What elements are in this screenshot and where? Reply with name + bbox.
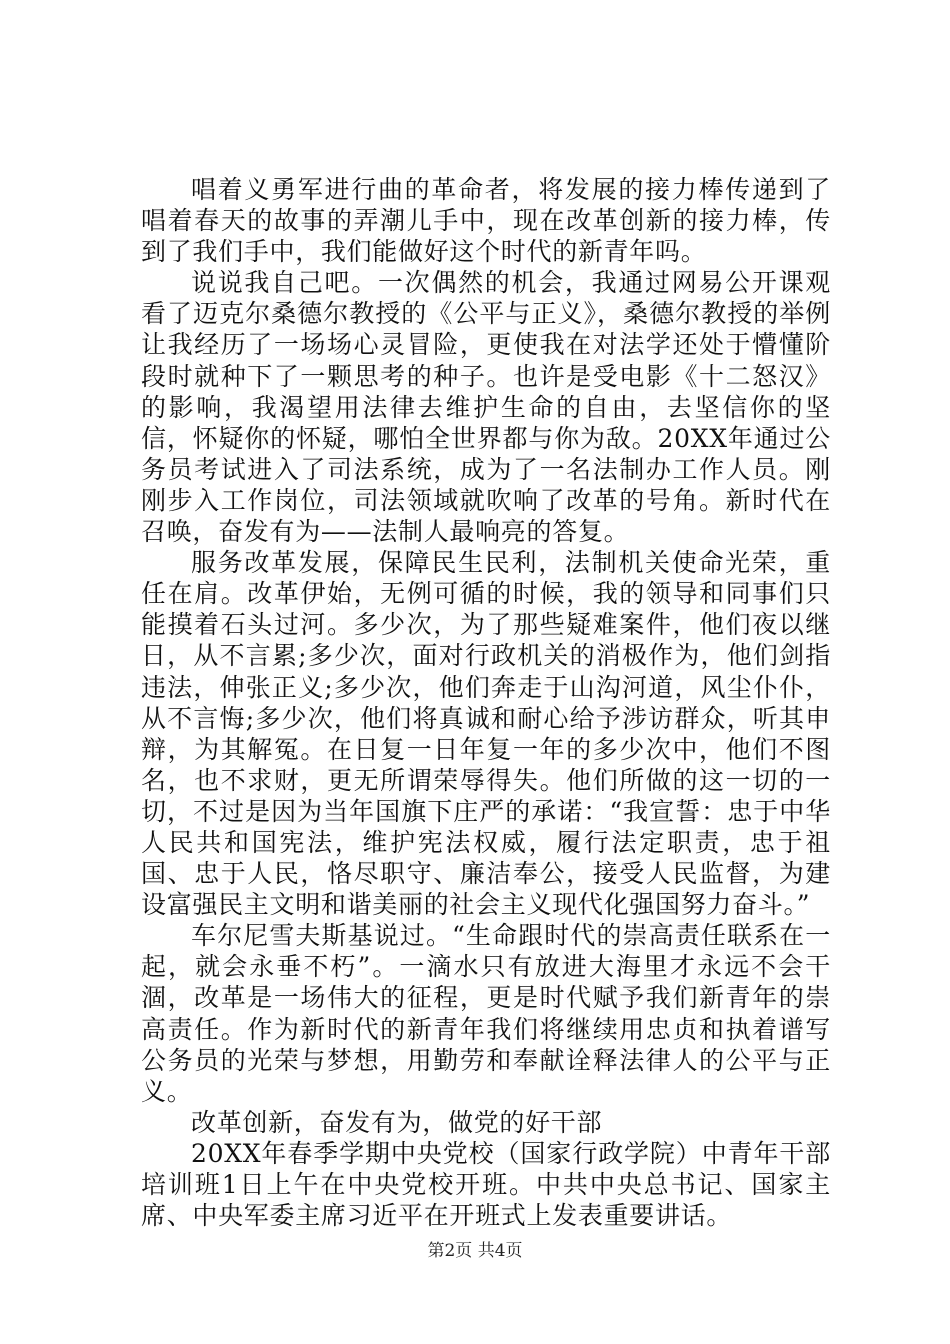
section-heading: 改革创新，奋发有为，做党的好干部: [191, 1107, 603, 1137]
paragraph-6: 20XX年春季学期中央党校（国家行政学院）中青年干部培训班1日上午在中央党校开班。中共中央总书记、国家主席、中央军委主席习近平在开班式上发表重要讲话。: [141, 1138, 831, 1231]
page-number-footer: 第2页 共4页: [427, 1241, 523, 1261]
paragraph-1: 唱着义勇军进行曲的革命者，将发展的接力棒传递到了唱着春天的故事的弄潮儿手中，现在改革创新的接力棒，传到了我们手中，我们能做好这个时代的新青年吗。: [141, 175, 831, 267]
paragraph-4: 车尔尼雪夫斯基说过。“生命跟时代的崇高责任联系在一起，就会永垂不朽”。一滴水只有放进大海里才永远不会干涸，改革是一场伟大的征程，更是时代赋予我们新青年的崇高责任。作为新时代的新青年我们将继续用忠贞和执着谱写公务员的光荣与梦想，用勤劳和奉献诠释法律人的公平与正义。: [141, 921, 831, 1106]
paragraph-2: 说说我自己吧。一次偶然的机会，我通过网易公开课观看了迈克尔桑德尔教授的《公平与正义》，桑德尔教授的举例让我经历了一场场心灵冒险，更使我在对法学还处于懵懂阶段时就种下了一颗思考的种子。也许是受电影《十二怒汉》的影响，我渴望用法律去维护生命的自由，去坚信你的坚信，怀疑你的怀疑，哪怕全世界都与你为敌。20XX年通过公务员考试进入了司法系统，成为了一名法制办工作人员。刚刚步入工作岗位，司法领域就吹响了改革的号角。新时代在召唤，奋发有为——法制人最响亮的答复。: [141, 268, 831, 547]
paragraph-3: 服务改革发展，保障民生民利，法制机关使命光荣，重任在肩。改革伊始，无例可循的时候，我的领导和同事们只能摸着石头过河。多少次，为了那些疑难案件，他们夜以继日，从不言累;多少次，面对行政机关的消极作为，他们剑指违法，伸张正义;多少次，他们奔走于山沟河道，风尘仆仆，从不言悔;多少次，他们将真诚和耐心给予涉访群众，听其申辩，为其解冤。在日复一日年复一年的多少次中，他们不图名，也不求财，更无所谓荣辱得失。他们所做的这一切的一切，不过是因为当年国旗下庄严的承诺：“我宣誓：忠于中华人民共和国宪法，维护宪法权威，履行法定职责，忠于祖国、忠于人民，恪尽职守、廉洁奉公，接受人民监督，为建设富强民主文明和谐美丽的社会主义现代化强国努力奋斗。”: [141, 548, 831, 920]
document-body: [141, 174, 831, 1231]
